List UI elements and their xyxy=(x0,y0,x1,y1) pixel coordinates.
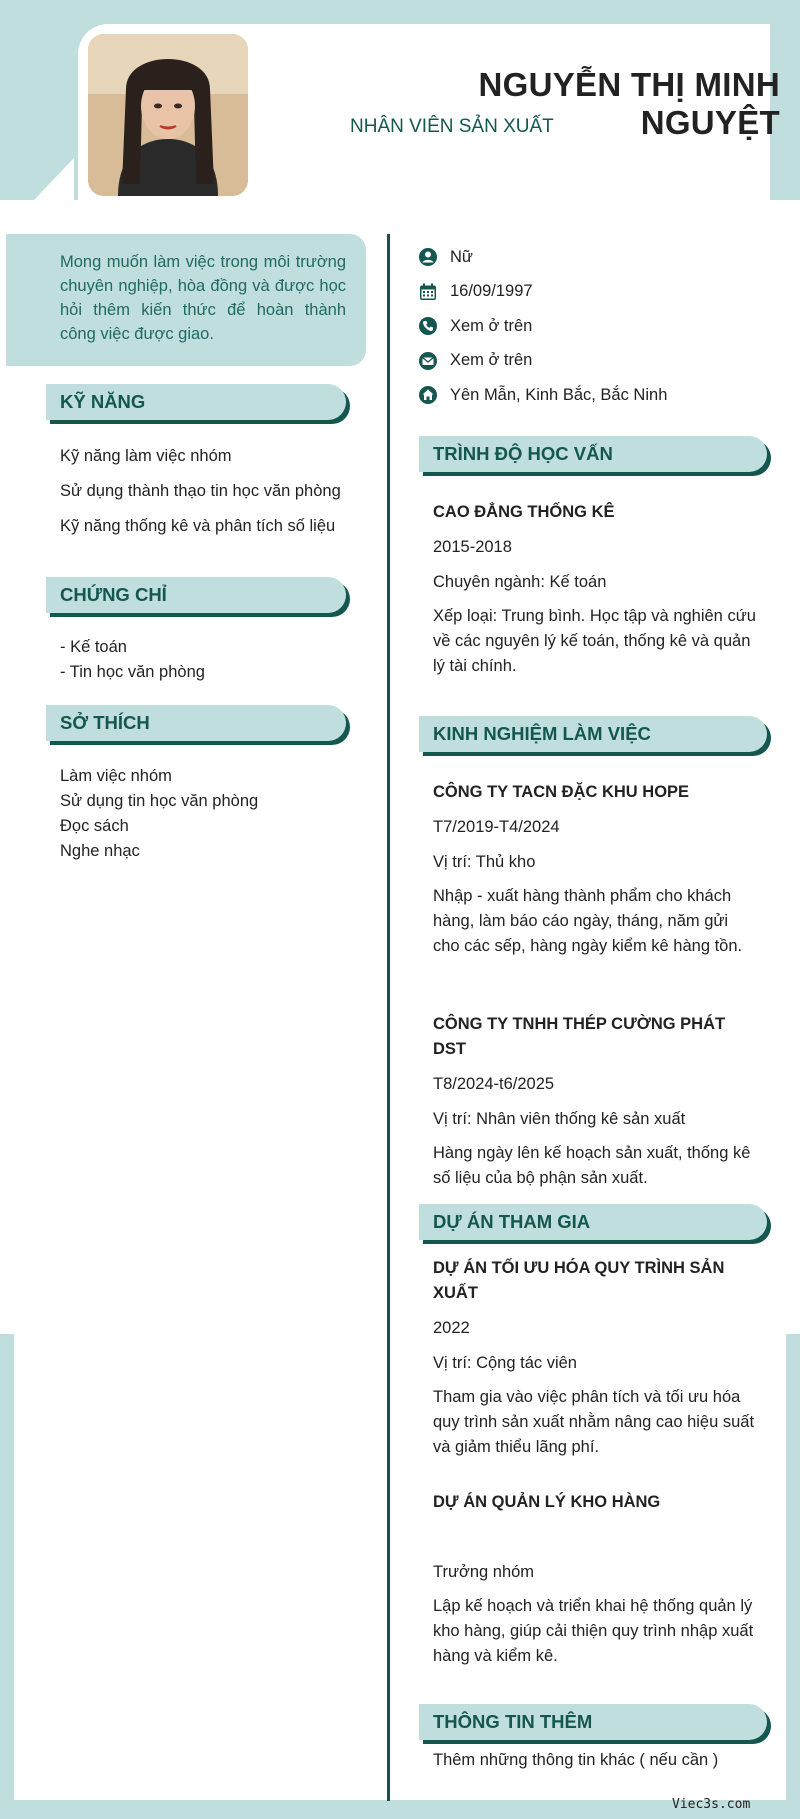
project-entry xyxy=(433,1490,758,1669)
project-name: DỰ ÁN TỐI ƯU HÓA QUY TRÌNH SẢN XUẤT xyxy=(433,1259,725,1302)
company-name: CÔNG TY TNHH THÉP CƯỜNG PHÁT DST xyxy=(433,1015,726,1058)
school-name: CAO ĐẲNG THỐNG KÊ xyxy=(433,503,615,521)
contact-phone xyxy=(418,309,667,344)
list-item: Nghe nhạc xyxy=(60,842,140,860)
projects-heading-text: DỰ ÁN THAM GIA xyxy=(433,1211,591,1232)
watermark: Viec3s.com xyxy=(672,1797,751,1812)
full-name: NGUYỄN THỊ MINH NGUYỆT xyxy=(478,66,780,141)
career-objective-text: Mong muốn làm việc trong môi trường chuyên nghiệp, hòa đồng và được học hỏi thêm kiến thức để hoàn thành công việc được giao. xyxy=(60,253,346,343)
experience-heading-text: KINH NGHIỆM LÀM VIỆC xyxy=(433,723,651,744)
contact-email xyxy=(418,344,667,379)
job-position: Vị trí: Nhân viên thống kê sản xuất xyxy=(433,1110,686,1128)
phone-value: Xem ở trên xyxy=(450,316,533,335)
home-icon xyxy=(418,385,438,405)
list-item: Sử dụng thành thạo tin học văn phòng xyxy=(60,482,341,500)
job-description: Hàng ngày lên kế hoạch sản xuất, thống kê số liệu của bộ phận sản xuất. xyxy=(433,1144,751,1187)
skills-heading-text: KỸ NĂNG xyxy=(60,391,146,412)
extra-info-text: Thêm những thông tin khác ( nếu cần ) xyxy=(433,1751,719,1769)
left-border-decoration xyxy=(0,1334,14,1814)
user-icon xyxy=(418,247,438,267)
right-border-decoration xyxy=(786,1334,800,1814)
contact-info xyxy=(418,240,667,413)
profile-photo-image xyxy=(88,34,248,196)
calendar-icon xyxy=(418,282,438,302)
skills-list xyxy=(60,444,345,549)
list-item: Kỹ năng thống kê và phân tích số liệu xyxy=(60,517,336,535)
mail-icon xyxy=(418,351,438,371)
projects-heading xyxy=(419,1204,767,1240)
education-period: 2015-2018 xyxy=(433,538,512,556)
job-title: NHÂN VIÊN SẢN XUẤT xyxy=(350,116,554,137)
job-position: Vị trí: Thủ kho xyxy=(433,853,536,871)
project-description: Lập kế hoạch và triển khai hệ thống quản lý kho hàng, giúp cải thiện quy trình nhập xuất hàng và kiểm kê. xyxy=(433,1597,754,1665)
column-divider xyxy=(387,234,390,1801)
hobbies-heading-text: SỞ THÍCH xyxy=(60,712,150,733)
certificates-list xyxy=(60,635,345,685)
certificates-heading xyxy=(46,577,346,613)
list-item: - Tin học văn phòng xyxy=(60,663,205,681)
experience-heading xyxy=(419,716,767,752)
list-item: Làm việc nhóm xyxy=(60,767,172,785)
list-item: Sử dụng tin học văn phòng xyxy=(60,792,259,810)
education-heading-text: TRÌNH ĐỘ HỌC VẤN xyxy=(433,443,613,464)
project-role: Vị trí: Cộng tác viên xyxy=(433,1354,577,1372)
education-major: Chuyên ngành: Kế toán xyxy=(433,573,607,591)
career-objective xyxy=(6,234,366,366)
gender-value: Nữ xyxy=(450,247,473,266)
experience-entry xyxy=(433,1012,758,1191)
project-role: Trưởng nhóm xyxy=(433,1563,535,1581)
project-entry xyxy=(433,1256,758,1460)
contact-gender xyxy=(418,240,667,275)
list-item: Kỹ năng làm việc nhóm xyxy=(60,447,232,465)
contact-address xyxy=(418,378,667,413)
project-name: DỰ ÁN QUẢN LÝ KHO HÀNG xyxy=(433,1493,661,1511)
birthday-value: 16/09/1997 xyxy=(450,282,533,301)
phone-icon xyxy=(418,316,438,336)
extra-info-heading-text: THÔNG TIN THÊM xyxy=(433,1711,593,1732)
header-corner-decoration xyxy=(34,158,74,200)
job-period: T7/2019-T4/2024 xyxy=(433,818,560,836)
education-description: Xếp loại: Trung bình. Học tập và nghiên cứu về các nguyên lý kế toán, thống kê và quản lý tài chính. xyxy=(433,607,756,675)
education-entry xyxy=(433,500,758,679)
skills-heading xyxy=(46,384,346,420)
project-year: 2022 xyxy=(433,1319,470,1337)
hobbies-list xyxy=(60,764,345,864)
job-period: T8/2024-t6/2025 xyxy=(433,1075,555,1093)
company-name: CÔNG TY TACN ĐẶC KHU HOPE xyxy=(433,783,690,801)
experience-entry xyxy=(433,780,758,959)
profile-photo xyxy=(88,34,248,196)
contact-birthday xyxy=(418,275,667,310)
hobbies-heading xyxy=(46,705,346,741)
email-value: Xem ở trên xyxy=(450,351,533,370)
extra-info-heading xyxy=(419,1704,767,1740)
list-item: Đọc sách xyxy=(60,817,129,835)
project-description: Tham gia vào việc phân tích và tối ưu hóa quy trình sản xuất nhằm nâng cao hiệu suất và giảm thiểu lãng phí. xyxy=(433,1388,755,1456)
list-item: - Kế toán xyxy=(60,638,127,656)
certificates-heading-text: CHỨNG CHỈ xyxy=(60,584,167,605)
extra-info xyxy=(433,1748,758,1773)
education-heading xyxy=(419,436,767,472)
address-value: Yên Mẫn, Kinh Bắc, Bắc Ninh xyxy=(450,385,668,404)
job-description: Nhập - xuất hàng thành phẩm cho khách hàng, làm báo cáo ngày, tháng, năm gửi cho các sếp, hàng ngày kiểm kê hàng tồn. xyxy=(433,887,743,955)
